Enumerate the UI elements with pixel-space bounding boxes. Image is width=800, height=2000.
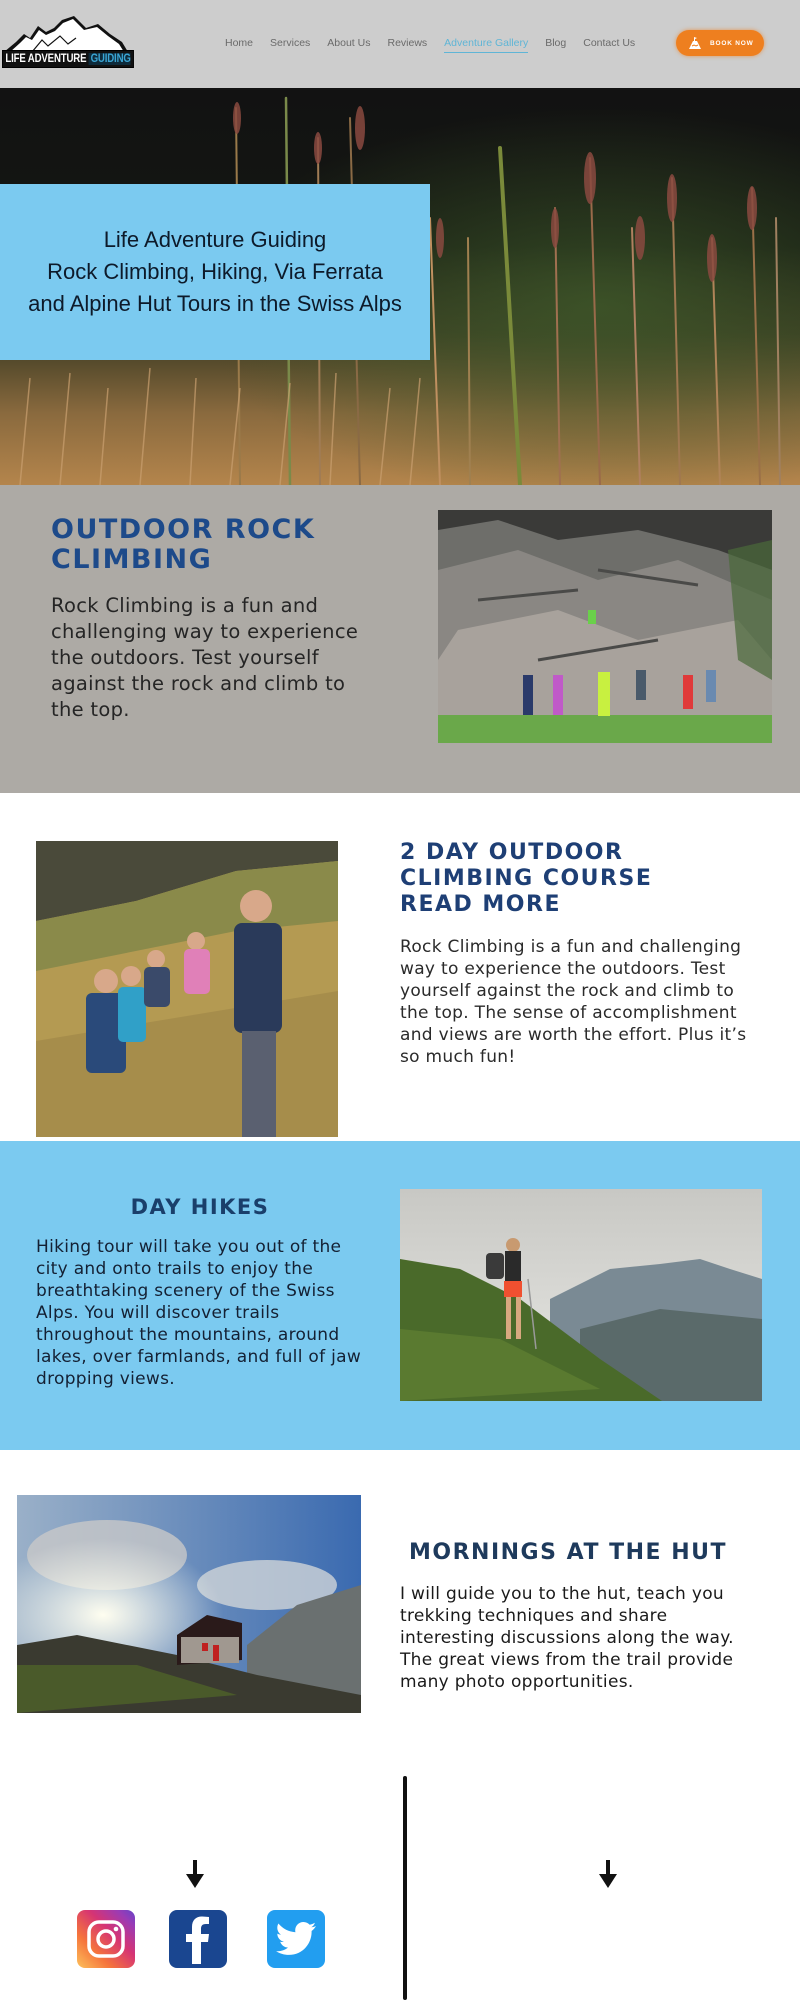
hero-line-2: Rock Climbing, Hiking, Via Ferrata	[47, 259, 383, 284]
hiking-group-selfie-photo	[36, 841, 338, 1137]
climbing-course-title[interactable]	[400, 840, 720, 918]
rock-climbing-text: Rock Climbing is a fun and challenging way to experience the outdoors. Test yourself against the rock and climb to the top.	[51, 594, 359, 721]
nav-contact-us[interactable]: Contact Us	[583, 37, 636, 49]
hero-line-1: Life Adventure Guiding	[103, 227, 327, 252]
nav-services[interactable]: Services	[270, 37, 311, 49]
rock-climbing-title: OUTDOOR ROCK CLIMBING	[51, 514, 316, 575]
instagram-icon	[85, 1918, 127, 1960]
hero-title-box	[0, 184, 430, 360]
instagram-link[interactable]	[77, 1910, 135, 1968]
rock-climbing-group-photo	[438, 510, 772, 743]
facebook-link[interactable]	[169, 1910, 227, 1968]
arrow-down-icon	[596, 1860, 620, 1890]
mornings-at-hut-text: I will guide you to the hut, teach you trekking techniques and share interesting discussions along the way. The great views from the trail provide many photo opportunities.	[400, 1584, 734, 1692]
day-hikes-text: Hiking tour will take you out of the city and onto trails to enjoy the breathtaking scenery of the Swiss Alps. You will discover trails throughout the mountains, around lakes, over farmlands, and full of jaw dropping views.	[36, 1237, 362, 1389]
nav-adventure-gallery[interactable]: Adventure Gallery	[444, 36, 528, 53]
hero-line-3: and Alpine Hut Tours in the Swiss Alps	[28, 291, 402, 316]
section-rock-climbing	[0, 485, 800, 793]
course-title-line-2: CLIMBING COURSE	[400, 866, 653, 891]
facebook-icon	[178, 1914, 218, 1964]
vertical-divider	[403, 1776, 407, 2000]
nav-home[interactable]: Home	[225, 37, 254, 49]
book-now-label: BOOK NOW	[710, 39, 754, 47]
twitter-link[interactable]	[267, 1910, 325, 1968]
read-more-link[interactable]: READ MORE	[400, 892, 561, 917]
logo-text-white: LIFE ADVENTURE	[5, 53, 87, 65]
logo-wordmark	[2, 50, 134, 68]
mountain-icon	[2, 16, 128, 52]
nav-about-us[interactable]: About Us	[327, 37, 371, 49]
arrow-down-icon	[183, 1860, 207, 1890]
volcano-icon	[688, 36, 702, 50]
course-title-line-1: 2 DAY OUTDOOR	[400, 840, 624, 865]
climbing-course-text: Rock Climbing is a fun and challenging way to experience the outdoors. Test yourself against the rock and climb to the top. The sense of accomplishment and views are worth the effort. Plus it’s so much fun!	[400, 937, 747, 1067]
twitter-icon	[276, 1922, 316, 1956]
nav-blog[interactable]: Blog	[545, 37, 567, 49]
section-mornings-at-hut	[0, 1450, 800, 1760]
section-climbing-course	[0, 793, 800, 1141]
alpine-hut-sunrise-photo	[17, 1495, 361, 1713]
hero-banner	[0, 88, 800, 485]
main-nav	[225, 36, 652, 53]
logo-text-blue: GUIDING	[90, 53, 131, 65]
day-hikes-title: DAY HIKES	[130, 1195, 270, 1219]
mornings-at-hut-title: MORNINGS AT THE HUT	[409, 1540, 727, 1565]
section-day-hikes	[0, 1141, 800, 1450]
site-logo[interactable]	[2, 16, 131, 70]
nav-reviews[interactable]: Reviews	[387, 37, 428, 49]
book-now-button[interactable]	[676, 30, 764, 56]
site-header	[0, 0, 800, 88]
hiker-mountain-view-photo	[400, 1189, 762, 1401]
footer-social	[0, 1760, 800, 2000]
